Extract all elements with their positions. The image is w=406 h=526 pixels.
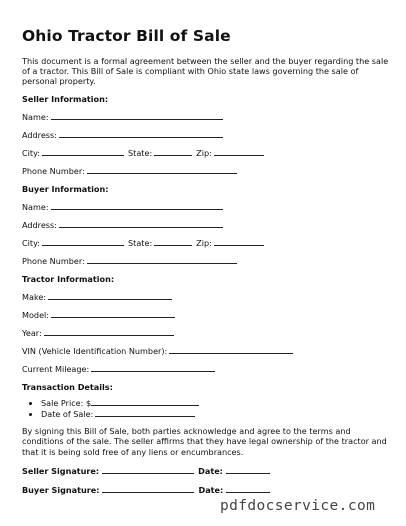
sale-date-field[interactable] — [95, 408, 195, 417]
seller-address-label: Address: — [22, 129, 57, 140]
buyer-phone-field[interactable] — [87, 255, 237, 264]
buyer-city-row — [22, 237, 392, 249]
seller-city-field[interactable] — [42, 147, 124, 156]
buyer-heading: Buyer Information: — [22, 183, 109, 194]
tractor-mileage-label: Current Mileage: — [22, 363, 90, 374]
tractor-mileage-field[interactable] — [91, 363, 215, 372]
sale-price-field[interactable] — [91, 397, 199, 406]
closing-paragraph: By signing this Bill of Sale, both parties acknowledge and agree to the terms and conditions of the sale. The seller affirms that they have legal ownership of the tractor and that it is being sold free of any liens or encumbrances. — [22, 426, 387, 457]
transaction-heading: Transaction Details: — [22, 381, 113, 392]
buyer-name-field[interactable] — [51, 201, 223, 210]
tractor-model-row — [22, 309, 392, 321]
tractor-year-row — [22, 327, 392, 339]
intro-paragraph: This document is a formal agreement between the seller and the buyer regarding the sale of a tractor. This Bill of Sale is compliant with Ohio state laws governing the sale of personal property. — [22, 56, 389, 87]
seller-signature-date-field[interactable] — [226, 465, 270, 474]
seller-phone-row — [22, 165, 392, 177]
sale-price-label: Sale Price: $ — [41, 397, 92, 408]
buyer-phone-row — [22, 255, 392, 267]
seller-address-field[interactable] — [59, 129, 223, 138]
seller-state-field[interactable] — [154, 147, 192, 156]
buyer-address-row — [22, 219, 392, 231]
transaction-list — [22, 397, 392, 421]
buyer-signature-date-field[interactable] — [226, 484, 270, 493]
seller-signature-field[interactable] — [102, 465, 194, 474]
seller-city-row — [22, 147, 392, 159]
seller-address-row — [22, 129, 392, 141]
document-title: Ohio Tractor Bill of Sale — [22, 27, 231, 45]
seller-name-row — [22, 111, 392, 123]
seller-zip-field[interactable] — [214, 147, 264, 156]
buyer-signature-field[interactable] — [102, 484, 194, 493]
list-item — [41, 408, 392, 420]
buyer-city-label: City: — [22, 237, 41, 248]
list-item — [41, 397, 392, 409]
tractor-make-field[interactable] — [48, 291, 172, 300]
tractor-make-row — [22, 291, 392, 303]
seller-name-label: Name: — [22, 111, 49, 122]
document-page — [22, 26, 392, 496]
tractor-heading: Tractor Information: — [22, 273, 115, 284]
buyer-signature-label: Buyer Signature: — [22, 484, 100, 495]
buyer-name-label: Name: — [22, 201, 49, 212]
buyer-state-label: State: — [128, 237, 153, 248]
tractor-model-label: Model: — [22, 309, 50, 320]
tractor-year-field[interactable] — [44, 327, 174, 336]
tractor-make-label: Make: — [22, 291, 47, 302]
seller-phone-field[interactable] — [87, 165, 237, 174]
tractor-vin-field[interactable] — [169, 345, 293, 354]
footer-watermark: pdfdocservice.com — [220, 498, 376, 514]
seller-heading: Seller Information: — [22, 93, 109, 104]
seller-phone-label: Phone Number: — [22, 165, 85, 176]
seller-city-label: City: — [22, 147, 41, 158]
sale-date-label: Date of Sale: — [41, 409, 94, 420]
seller-signature-label: Seller Signature: — [22, 465, 100, 476]
tractor-year-label: Year: — [22, 327, 42, 338]
buyer-name-row — [22, 201, 392, 213]
seller-signature-date-label: Date: — [198, 465, 223, 476]
tractor-mileage-row — [22, 363, 392, 375]
buyer-state-field[interactable] — [154, 237, 192, 246]
buyer-address-field[interactable] — [59, 219, 223, 228]
buyer-city-field[interactable] — [42, 237, 124, 246]
buyer-signature-row — [22, 484, 392, 496]
buyer-address-label: Address: — [22, 219, 57, 230]
buyer-signature-date-label: Date: — [198, 484, 224, 495]
seller-zip-label: Zip: — [196, 147, 212, 158]
tractor-model-field[interactable] — [51, 309, 175, 318]
seller-state-label: State: — [128, 147, 153, 158]
tractor-vin-label: VIN (Vehicle Identification Number): — [22, 345, 168, 356]
buyer-phone-label: Phone Number: — [22, 255, 85, 266]
seller-signature-row — [22, 465, 392, 477]
buyer-zip-label: Zip: — [196, 237, 212, 248]
seller-name-field[interactable] — [51, 111, 223, 120]
buyer-zip-field[interactable] — [214, 237, 264, 246]
tractor-vin-row — [22, 345, 392, 357]
